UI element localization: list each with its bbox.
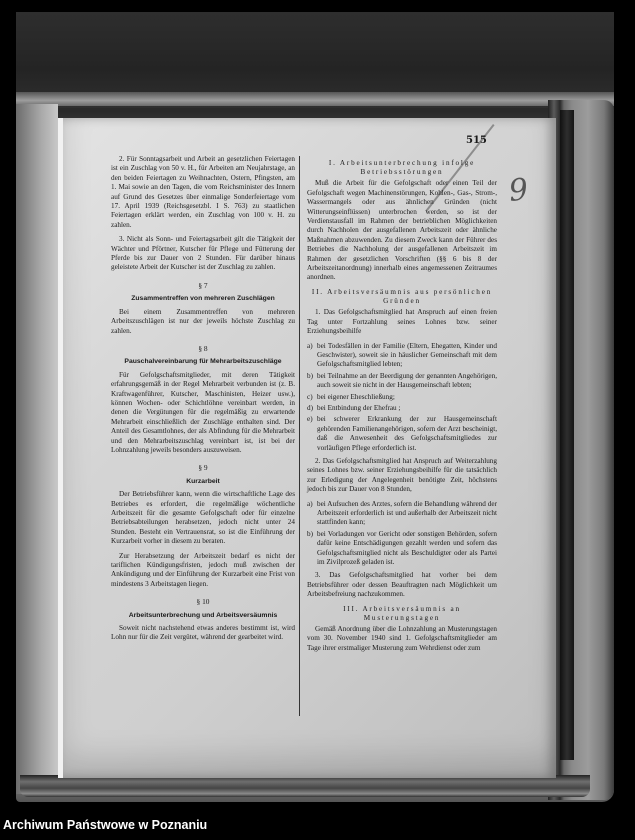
right-column (307, 155, 497, 658)
section-9-title: Kurzarbeit (186, 477, 220, 485)
heading-military-muster: III. Arbeitsversäumnis an Musterungstagen (343, 604, 461, 622)
section-10-text: Soweit nicht nachstehend etwas anderes bestimmt ist, wird Lohn nur für die Zeit vergütet, während der gearbeitet wird. (111, 624, 295, 642)
handwritten-annotation: 9 (507, 172, 530, 209)
column-divider (299, 156, 300, 716)
heading-operational-disruptions: I. Arbeitsunterbrechung infolge Betriebsstörungen (328, 159, 476, 177)
list-item: a) bei Todesfällen in der Familie (Eltern, Ehegatten, Kinder und Geschwister), soweit sie in häuslicher Gemeinschaft mit dem Gefolgschaftsmitglied lebten; (307, 341, 497, 369)
paragraph-military-muster: Gemäß Anordnung über die Lohnzahlung an Musterungstagen vom 30. November 1940 sind 1. Gefolgschaftsmitglieder am Tage ihrer erstmaliger Musterung zum Wehrdienst oder zum (307, 625, 497, 652)
section-8-text: Für Gefolgschaftsmitglieder, mit deren Tätigkeit erfahrungsgemäß in der Regel Mehrarbeit verbunden ist (z. B. Kraftwagenführer, Kutscher, Maschinisten, Heizer usw.), können Wochen- oder Schichtlöhne vereinbart werden, in denen die Vergütungen für die regelmäßig zu erwartende Mehrarbeit einschließlich der Zuschläge enthalten sind. Der Anteil des Gesamtlohnes, der als Abfindung für die Mehrarbeit und den Mehrarbeitszuschlag vereinbart ist, ist bei der Lohnzahlung jeweils besonders auszuweisen. (111, 370, 295, 454)
document-page (58, 118, 556, 778)
archive-label: Archiwum Państwowe w Poznaniu (3, 818, 208, 832)
section-7-text: Bei einem Zusammentreffen von mehreren Arbeitszuschlägen ist nur der jeweils höchste Zuschlag zu zahlen. (111, 307, 295, 335)
section-10-mark: § 10 (196, 597, 210, 607)
paragraph-exemptions: 3. Nicht als Sonn- und Feiertagsarbeit gilt die Tätigkeit der Wächter und Pförtner, Kutscher für Pflege und Fütterung der Pferde bis zur Dauer von 2 Stunden. Für darüber hinaus geleistete Arbeit der Kutscher ist der Zuschlag zu zahlen. (111, 235, 295, 272)
paragraph-prior-request: 3. Das Gefolgschaftsmitglied hat vorher bei dem Betriebsführer oder dessen Beauftragten nach Möglichkeit um Arbeitsbefreiung nachzukommen. (307, 571, 497, 599)
section-7-title: Zusammentreffen von mehreren Zuschlägen (131, 295, 275, 303)
paragraph-free-day-entitlement: 1. Das Gefolgschaftsmitglied hat Anspruch auf einen freien Tag unter Fortzahlung seines Lohnes bzw. seiner Erziehungsbeihilfe (307, 308, 497, 336)
continued-pay-reasons-list (307, 500, 497, 568)
section-9-text-2: Zur Herabsetzung der Arbeitszeit bedarf es nicht der tariflichen Kündigungsfristen, jedoch muß zwischen der Ankündigung und der Einführung der Kurzarbeit eine Frist von mindestens 3 Arbeitstagen liegen. (111, 551, 295, 588)
section-9-mark: § 9 (198, 463, 208, 473)
section-8-mark: § 8 (198, 343, 208, 353)
paragraph-sunday-work: 2. Für Sonntagsarbeit und Arbeit an gesetzlichen Feiertagen ist ein Zuschlag von 50 v. H., für Arbeiten am Neujahrstage, an den beiden Feiertagen zu Weihnachten, Ostern, Pfingsten, am 1. Mai sowie an den Tagen, die vom Reichsminister des Innern auf Grund des Gesetzes über einmalige Sonderfeiertage vom 17. April 1939 (Reichsgesetzbl. I S. 763) zu staatlichen Feiertagen erklärt werden, ein Zuschlag von 100 v. H. zu zahlen. (111, 155, 295, 229)
section-7-mark: § 7 (198, 280, 208, 290)
paragraph-continued-pay: 2. Das Gefolgschaftsmitglied hat Anspruch auf Weiterzahlung seines Lohnes bzw. seiner Erziehungsbeihilfe für die tatsächlich zur Erledigung der Angelegenheit benötigte Zeit, höchstens jedoch bis zur Dauer von 8 Stunden, (307, 456, 497, 494)
section-10-title: Arbeitsunterbrechung und Arbeitsversäumnis (128, 611, 278, 619)
page-stack-bottom (20, 775, 590, 797)
page-stack-shadow (560, 110, 574, 760)
binder-lip (16, 92, 614, 106)
page-number: 515 (466, 135, 487, 146)
section-9-text-1: Der Betriebsführer kann, wenn die wirtschaftliche Lage des Betriebes es erfordert, die regelmäßige wöchentliche Arbeitszeit für die gesamte Gefolgschaft oder für einzelne Betriebsabteilungen herabsetzen, jedoch nicht unter 24 Stunden. Besteht ein Vertrauensrat, so ist die Einführung der Kurzarbeit vorher in diesem zu beraten. (111, 490, 295, 546)
free-day-reasons-list (307, 342, 497, 453)
left-column (111, 155, 295, 648)
heading-personal-absence: II. Arbeitsversäumnis aus persönlichen Gründen (311, 287, 493, 306)
list-item: d) bei Entbindung der Ehefrau ; (307, 403, 401, 412)
list-item: a) bei Aufsuchen des Arztes, sofern die Behandlung während der Arbeitszeit erforderlich ist und außerhalb der Arbeitszeit nicht stattfinden kann; (307, 499, 497, 527)
list-item: e) bei schwerer Erkrankung der zur Hausgemeinschaft gehörenden Familienangehörigen, sofern der Arzt bescheinigt, daß die Anwesenheit des Gefolgschaftsmitgliedes zur vorläufigen Pflege erforderlich ist. (307, 415, 497, 452)
page-stack-right (548, 100, 614, 800)
binder-left-edge (16, 104, 58, 794)
list-item: c) bei eigener Eheschließung; (307, 392, 395, 401)
list-item: b) bei Teilnahme an der Beerdigung der genannten Angehörigen, auch soweit sie nicht in der Hausgemeinschaft lebten; (307, 371, 497, 390)
section-8-title: Pauschalvereinbarung für Mehrarbeitszuschläge (124, 358, 282, 366)
paragraph-operational-disruptions: Muß die Arbeit für die Gefolgschaft oder einen Teil der Gefolgschaft wegen Machinenstörungen, Kohlen-, Gas-, Strom-, Wassermangels oder aus ähnlichen Gründen (nicht Witterungseinflüssen) unterbrochen werden, so ist der Verdienstausfall im Rahmen der betrieblichen Möglichkeiten durch Nachholen der ausgefallenen Arbeitszeit oder ähnliche Maßnahmen abzuwenden. Zu diesem Zweck kann der Führer des Betriebes die Nachholung der ausgefallenen Arbeitszeit im Rahmen der gesetzlichen Vorschriften (§§ 6 bis 8 der Arbeitszeitanordnung) innerhalb eines angemessenen Zeitraumes anordnen. (307, 179, 497, 282)
list-item: b) bei Vorladungen vor Gericht oder sonstigen Behörden, sofern dafür keine Entschädigungen gezahlt werden und sofern das Gefolgschaftsmitglied nicht als Beschuldigter oder als Partei im Zivilprozeß geladen ist. (307, 529, 497, 567)
